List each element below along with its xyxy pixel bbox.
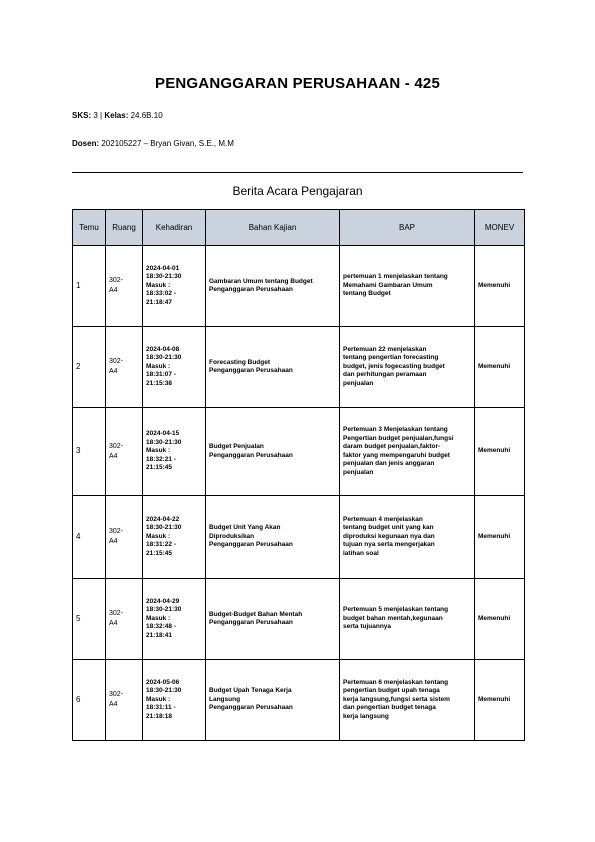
cell-bahan-kajian: Gambaran Umum tentang Budget Penganggaran Perusahaan [206, 246, 340, 327]
sks-label: SKS [72, 111, 89, 120]
cell-kehadiran: 2024-04-22 18:30-21:30 Masuk : 18:31:22 - 21:15:45 [143, 496, 206, 579]
table-header-row [73, 210, 525, 246]
dosen-label: Dosen [72, 139, 97, 148]
cell-bahan-kajian: Budget-Budget Bahan Mentah Penganggaran Perusahaan [206, 579, 340, 660]
cell-bap: Pertemuan 6 menjelaskan tentang pengertian budget upah tenaga kerja langsung,fungsi serta sistem dan pengertian budget tenaga kerja langsung [340, 660, 475, 741]
sks-value: 3 [93, 111, 98, 120]
header-bahan-kajian: Bahan Kajian [206, 210, 340, 246]
cell-bahan-kajian: Budget Unit Yang Akan Diproduksikan Penganggaran Perusahaan [206, 496, 340, 579]
cell-kehadiran: 2024-04-08 18:30-21:30 Masuk : 18:31:07 - 21:15:38 [143, 327, 206, 408]
divider [72, 172, 523, 173]
cell-kehadiran: 2024-04-15 18:30-21:30 Masuk : 18:32:21 - 21:15:45 [143, 408, 206, 496]
cell-monev: Memenuhi [475, 660, 525, 741]
header-temu: Temu [73, 210, 106, 246]
cell-monev: Memenuhi [475, 496, 525, 579]
document-title: PENGANGGARAN PERUSAHAAN - 425 [154, 75, 440, 92]
cell-temu: 6 [73, 660, 106, 741]
cell-ruang: 302- A4 [106, 327, 143, 408]
cell-ruang: 302- A4 [106, 246, 143, 327]
cell-ruang: 302- A4 [106, 579, 143, 660]
cell-ruang: 302- A4 [106, 496, 143, 579]
kelas-value: 24.6B.10 [130, 111, 163, 120]
header-ruang: Ruang [106, 210, 143, 246]
cell-monev: Memenuhi [475, 246, 525, 327]
cell-monev: Memenuhi [475, 327, 525, 408]
header-kehadiran: Kehadiran [143, 210, 206, 246]
cell-monev: Memenuhi [475, 579, 525, 660]
sks-kelas-line: SKS: 3 | Kelas: 24.6B.10 [72, 111, 163, 120]
section-title: Berita Acara Pengajaran [232, 184, 363, 198]
cell-temu: 2 [73, 327, 106, 408]
bap-table [72, 209, 525, 741]
cell-temu: 5 [73, 579, 106, 660]
dosen-value: 202105227 – Bryan Givan, S.E., M.M [101, 139, 234, 148]
table-row [73, 246, 525, 327]
cell-temu: 3 [73, 408, 106, 496]
table-row [73, 496, 525, 579]
cell-bap: Pertemuan 4 menjelaskan tentang budget unit yang kan diproduksi kegunaan nya dan tujuan nya serta mengerjakan latihan soal [340, 496, 475, 579]
cell-bap: Pertemuan 22 menjelaskan tentang pengertian forecasting budget, jenis fogecasting budget dan perhitungan peramaan penjualan [340, 327, 475, 408]
header-monev: MONEV [475, 210, 525, 246]
cell-kehadiran: 2024-05-06 18:30-21:30 Masuk : 18:31:11 - 21:18:18 [143, 660, 206, 741]
cell-bap: Pertemuan 5 menjelaskan tentang budget bahan mentah,kegunaan serta tujuannya [340, 579, 475, 660]
cell-bap: pertemuan 1 menjelaskan tentang Memahami Gambaran Umum tentang Budget [340, 246, 475, 327]
table-row [73, 408, 525, 496]
cell-temu: 1 [73, 246, 106, 327]
table-row [73, 579, 525, 660]
cell-bahan-kajian: Budget Upah Tenaga Kerja Langsung Penganggaran Perusahaan [206, 660, 340, 741]
kelas-label: Kelas [104, 111, 126, 120]
dosen-line: Dosen: 202105227 – Bryan Givan, S.E., M.M [72, 139, 234, 148]
cell-temu: 4 [73, 496, 106, 579]
cell-ruang: 302- A4 [106, 660, 143, 741]
table-row [73, 660, 525, 741]
cell-monev: Memenuhi [475, 408, 525, 496]
cell-bahan-kajian: Budget Penjualan Penganggaran Perusahaan [206, 408, 340, 496]
cell-ruang: 302- A4 [106, 408, 143, 496]
cell-kehadiran: 2024-04-01 18:30-21:30 Masuk : 18:33:02 - 21:18:47 [143, 246, 206, 327]
cell-bahan-kajian: Forecasting Budget Penganggaran Perusahaan [206, 327, 340, 408]
header-bap: BAP [340, 210, 475, 246]
cell-bap: Pertemuan 3 Menjelaskan tentang Pengertian budget penjualan,fungsi daram budget penjualan,faktor- faktor yang mempengaruhi budget penjualan dan jenis anggaran penjualan [340, 408, 475, 496]
cell-kehadiran: 2024-04-29 18:30-21:30 Masuk : 18:32:48 - 21:18:41 [143, 579, 206, 660]
table-row [73, 327, 525, 408]
